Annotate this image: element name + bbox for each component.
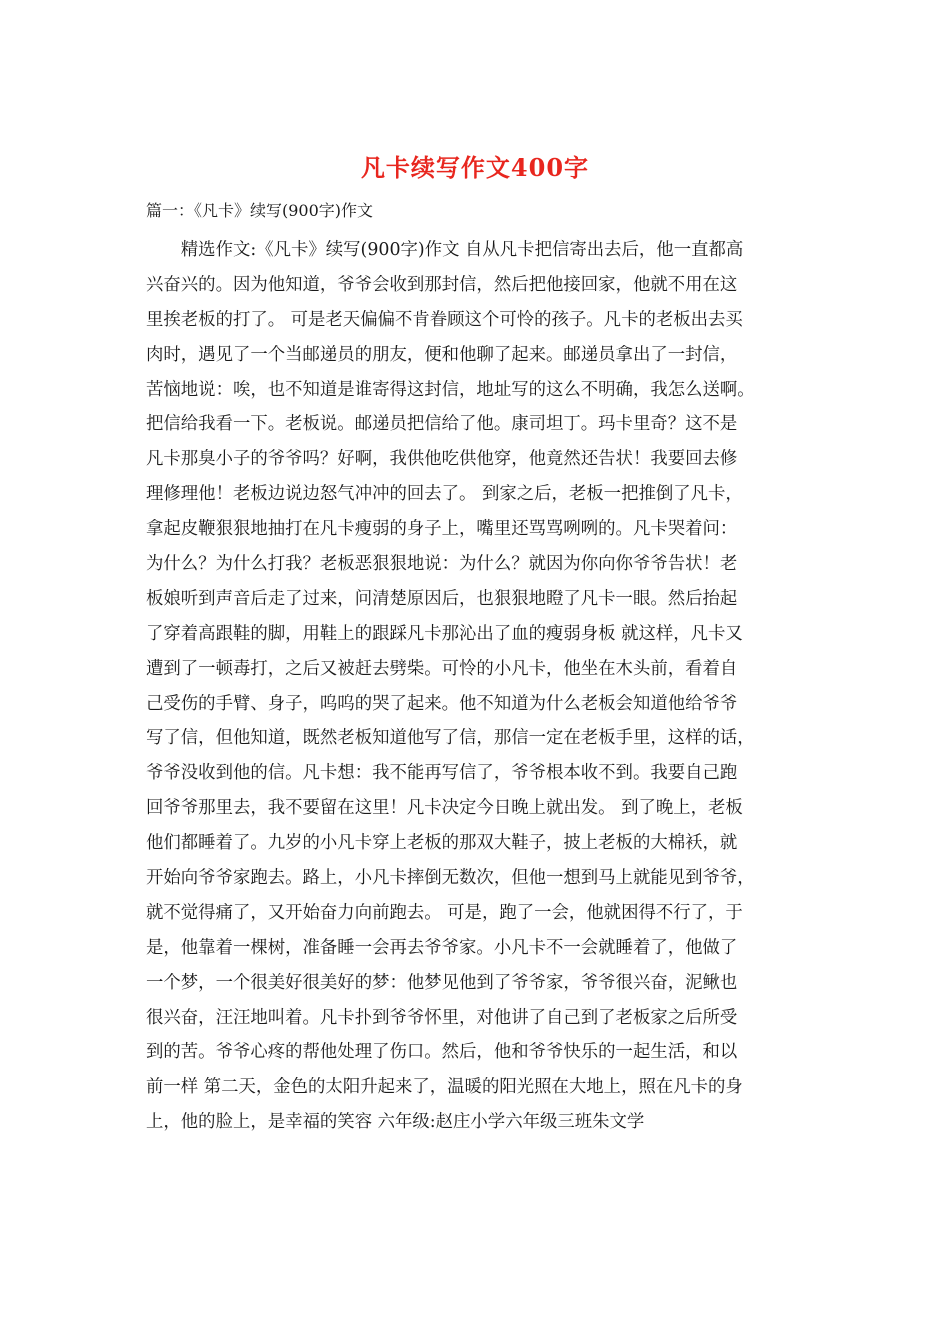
document-title: 凡卡续写作文400字: [360, 153, 590, 182]
body-line: 理修理他！老板边说边怒气冲冲的回去了。 到家之后，老板一把推倒了凡卡，: [146, 484, 743, 505]
body-line: 板娘听到声音后走了过来，问清楚原因后，也狠狠地瞪了凡卡一眼。然后抬起: [146, 588, 738, 609]
body-line: 很兴奋，汪汪地叫着。凡卡扑到爷爷怀里，对他讲了自己到了老板家之后所受: [146, 1007, 738, 1028]
body-line: 遭到了一顿毒打，之后又被赶去劈柴。可怜的小凡卡，他坐在木头前，看着自: [146, 658, 738, 679]
body-line: 凡卡那臭小子的爷爷吗？好啊，我供他吃供他穿，他竟然还告状！我要回去修: [146, 449, 738, 470]
body-line: 己受伤的手臂、身子，呜呜的哭了起来。他不知道为什么老板会知道他给爷爷: [146, 693, 738, 714]
body-line: 为什么？为什么打我？老板恶狠狠地说：为什么？就因为你向你爷爷告状！老: [146, 554, 738, 575]
body-line: 了穿着高跟鞋的脚，用鞋上的跟踩凡卡那沁出了血的瘦弱身板 就这样，凡卡又: [146, 623, 743, 644]
body-line: 精选作文:《凡卡》续写(900字)作文 自从凡卡把信寄出去后，他一直都高: [146, 240, 744, 260]
body-line: 肉时，遇见了一个当邮递员的朋友，便和他聊了起来。邮递员拿出了一封信，: [146, 344, 738, 365]
body-line: 一个梦，一个很美好很美好的梦：他梦见他到了爷爷家，爷爷很兴奋，泥鳅也: [146, 972, 738, 993]
body-line: 开始向爷爷家跑去。路上，小凡卡摔倒无数次，但他一想到马上就能见到爷爷，: [146, 868, 755, 889]
body-line: 前一样 第二天，金色的太阳升起来了，温暖的阳光照在大地上，照在凡卡的身: [146, 1077, 743, 1098]
body-line: 回爷爷那里去，我不要留在这里！凡卡决定今日晚上就出发。 到了晚上，老板: [146, 798, 743, 819]
body-line: 拿起皮鞭狠狠地抽打在凡卡瘦弱的身子上，嘴里还骂骂咧咧的。凡卡哭着问：: [146, 519, 738, 540]
body-line: 里挨老板的打了。 可是老天偏偏不肯眷顾这个可怜的孩子。凡卡的老板出去买: [146, 309, 743, 330]
body-line: 把信给我看一下。老板说。邮递员把信给了他。康司坦丁。玛卡里奇？这不是: [146, 414, 738, 435]
body-line: 上，他的脸上，是幸福的笑容 六年级:赵庄小学六年级三班朱文学: [146, 1112, 645, 1133]
document-subtitle: 篇一：《凡卡》续写(900字)作文: [146, 201, 374, 220]
body-line: 写了信，但他知道，既然老板知道他写了信，那信一定在老板手里，这样的话，: [146, 728, 755, 749]
body-line: 是，他靠着一棵树，准备睡一会再去爷爷家。小凡卡不一会就睡着了，他做了: [146, 937, 738, 958]
body-line: 他们都睡着了。九岁的小凡卡穿上老板的那双大鞋子，披上老板的大棉袄，就: [146, 833, 738, 854]
body-line: 就不觉得痛了，又开始奋力向前跑去。 可是，跑了一会，他就困得不行了，于: [146, 902, 743, 923]
body-line: 爷爷没收到他的信。凡卡想：我不能再写信了，爷爷根本收不到。我要自己跑: [146, 763, 738, 784]
body-line: 苦恼地说：唉，也不知道是谁寄得这封信，地址写的这么不明确，我怎么送啊。: [146, 379, 755, 400]
body-line: 兴奋兴的。因为他知道，爷爷会收到那封信，然后把他接回家，他就不用在这: [146, 274, 738, 295]
document-body: [146, 233, 808, 1140]
body-line: 到的苦。爷爷心疼的帮他处理了伤口。然后，他和爷爷快乐的一起生活，和以: [146, 1042, 738, 1063]
